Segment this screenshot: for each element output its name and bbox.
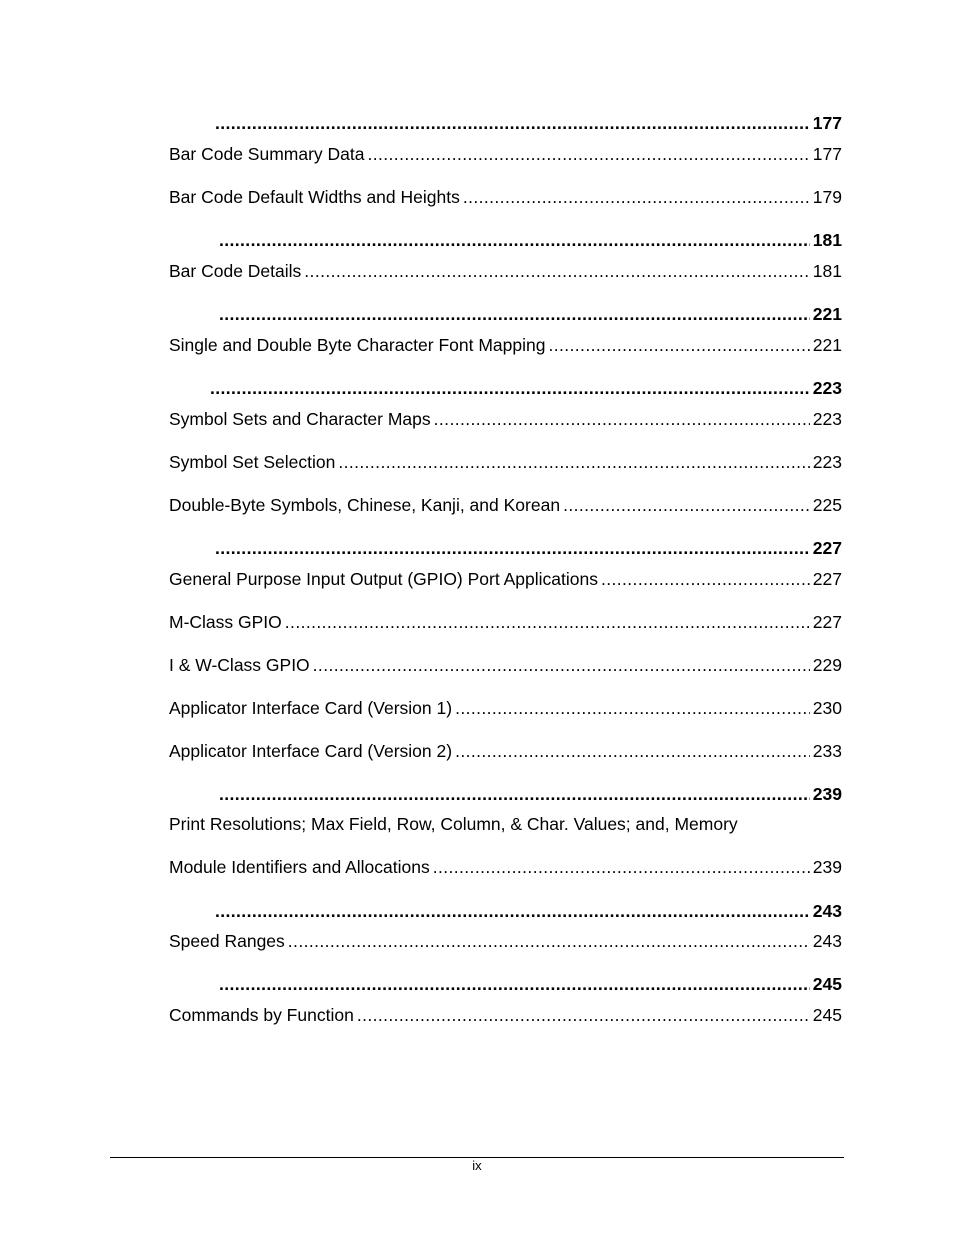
toc-entry-label: Module Identifiers and Allocations	[169, 857, 430, 877]
dot-leader	[219, 973, 810, 995]
toc-page-number: 229	[812, 655, 842, 675]
toc-entry-label: Symbol Set Selection	[169, 452, 336, 472]
toc-entry-symbol-sets[interactable]	[169, 408, 842, 430]
toc-page-number: 221	[812, 335, 842, 355]
toc-entry-font-mapping[interactable]	[169, 334, 842, 356]
toc-entry-label: M-Class GPIO	[169, 612, 282, 632]
toc-page-number: 177	[812, 113, 842, 133]
toc-entry-symbol-set-selection[interactable]	[169, 451, 842, 473]
toc-entry-label: Single and Double Byte Character Font Mapping	[169, 335, 546, 355]
toc-page-number: 230	[812, 698, 842, 718]
toc-appendix-d[interactable]	[219, 303, 842, 325]
toc-appendix-i[interactable]	[219, 973, 842, 995]
toc-page-number: 223	[812, 378, 842, 398]
toc-page-number: 239	[812, 784, 842, 804]
toc-entry-speed-ranges[interactable]	[169, 930, 842, 952]
toc-appendix-c[interactable]	[219, 229, 842, 251]
toc-page-number: 227	[812, 538, 842, 558]
toc-entry-bar-code-details[interactable]	[169, 260, 842, 282]
toc-page-number: 221	[812, 304, 842, 324]
dot-leader	[463, 186, 810, 208]
toc-entry-label: Symbol Sets and Character Maps	[169, 409, 431, 429]
toc-appendix-e[interactable]	[210, 377, 842, 399]
toc-entry-label: Bar Code Summary Data	[169, 144, 365, 164]
toc-page-number: 181	[812, 261, 842, 281]
dot-leader	[601, 568, 810, 590]
toc-entry-double-byte-symbols[interactable]	[169, 494, 842, 516]
toc-page-number: 181	[812, 230, 842, 250]
toc-page-number: 227	[812, 612, 842, 632]
toc-page-number: 233	[812, 741, 842, 761]
dot-leader	[433, 856, 810, 878]
dot-leader	[455, 740, 810, 762]
toc-entry-label: Bar Code Details	[169, 261, 302, 281]
dot-leader	[434, 408, 810, 430]
dot-leader	[563, 494, 810, 516]
toc-entry-label: Speed Ranges	[169, 931, 285, 951]
toc-appendix-g[interactable]	[219, 783, 842, 805]
toc-entry-label: Bar Code Default Widths and Heights	[169, 187, 460, 207]
dot-leader	[357, 1004, 810, 1026]
toc-entry-label: I & W-Class GPIO	[169, 655, 310, 675]
toc-page-number: 245	[812, 1005, 842, 1025]
toc-entry-bar-code-default-widths[interactable]	[169, 186, 842, 208]
footer-page-number: ix	[472, 1158, 482, 1173]
toc-page-number: 177	[812, 144, 842, 164]
toc-appendix-b[interactable]	[215, 112, 842, 134]
dot-leader	[285, 611, 810, 633]
toc-entry-gpio-applications[interactable]	[169, 568, 842, 590]
dot-leader	[219, 303, 810, 325]
toc-entry-applicator-v2[interactable]	[169, 740, 842, 762]
toc-entry-label: Commands by Function	[169, 1005, 354, 1025]
toc-entry-m-class-gpio[interactable]	[169, 611, 842, 633]
toc-page-number: 223	[812, 452, 842, 472]
dot-leader	[338, 451, 809, 473]
dot-leader	[215, 900, 810, 922]
dot-leader	[455, 697, 810, 719]
dot-leader	[219, 783, 810, 805]
toc-appendix-h[interactable]	[215, 900, 842, 922]
dot-leader	[215, 112, 810, 134]
dot-leader	[210, 377, 810, 399]
toc-entry-applicator-v1[interactable]	[169, 697, 842, 719]
dot-leader	[215, 537, 810, 559]
toc-entry-print-resolutions-line1[interactable]: Print Resolutions; Max Field, Row, Column, & Char. Values; and, Memory	[169, 814, 738, 834]
toc-page-number: 223	[812, 409, 842, 429]
dot-leader	[219, 229, 810, 251]
dot-leader	[368, 143, 810, 165]
toc-entry-print-resolutions-line2[interactable]	[169, 856, 842, 878]
dot-leader	[313, 654, 810, 676]
toc-page-number: 239	[812, 857, 842, 877]
toc-entry-label: General Purpose Input Output (GPIO) Port Applications	[169, 569, 598, 589]
toc-entry-label: Applicator Interface Card (Version 2)	[169, 741, 453, 761]
toc-page-number: 225	[812, 495, 842, 515]
toc-entry-label: Applicator Interface Card (Version 1)	[169, 698, 453, 718]
toc-page-number: 243	[812, 931, 842, 951]
toc-page-number: 243	[812, 901, 842, 921]
toc-page-number: 227	[812, 569, 842, 589]
dot-leader	[288, 930, 810, 952]
dot-leader	[304, 260, 810, 282]
toc-appendix-f[interactable]	[215, 537, 842, 559]
toc-page-number: 179	[812, 187, 842, 207]
toc-entry-commands-by-function[interactable]	[169, 1004, 842, 1026]
dot-leader	[548, 334, 809, 356]
toc-page-number: 245	[812, 974, 842, 994]
toc-entry-bar-code-summary-data[interactable]	[169, 143, 842, 165]
toc-entry-label: Double-Byte Symbols, Chinese, Kanji, and Korean	[169, 495, 561, 515]
toc-entry-iw-class-gpio[interactable]	[169, 654, 842, 676]
